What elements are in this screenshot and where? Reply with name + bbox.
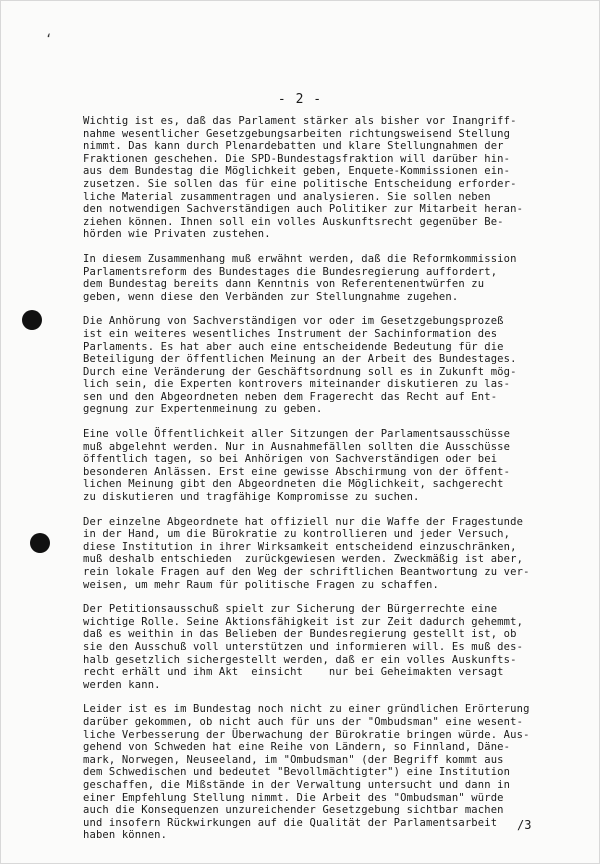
paragraph-parliament-role: Wichtig ist es, daß das Parlament stärker als bisher vor Inangriff- nahme wesentlicher Gesetzgebungsarbeiten richtungsweisend Stellung nimmt. Das kann durch Plenardebatten und klare Stellungnahmen der Fraktionen geschehen. Die SPD-Bundestagsfraktion will darüber hin- aus dem Bundestag die Möglichkeit geben, Enquete-Kommissionen ein- zusetzen. Sie sollen das für eine politische Entscheidung erforder- liche Material zusammentragen und analysieren. Sie sollen neben den notwendigen Sachverständigen auch Politiker zur Mitarbeit heran- ziehen können. Ihnen soll ein volles Auskunftsrecht gegenüber Be- hörden wie Privaten zustehen. — [83, 115, 524, 241]
page-number: - 2 - — [277, 92, 323, 107]
continuation-marker: /3 — [517, 818, 532, 832]
corner-mark: ‘ — [45, 32, 53, 46]
paragraph-reform-commission: In diesem Zusammenhang muß erwähnt werden, daß die Reformkommission Parlamentsreform des Bundestages die Bundesregierung auffordert, dem Bundestag bereits dann Kenntnis von Referentenentwürfen zu geben, wenn diese den Verbänden zur Stellungnahme zugehen. — [83, 252, 517, 303]
punch-hole-top — [22, 310, 42, 330]
paragraph-expert-hearing: Die Anhörung von Sachverständigen vor oder im Gesetzgebungsprozeß ist ein weiteres wesentliches Instrument der Sachinformation des Parlaments. Es hat aber auch eine entscheidende Bedeutung für die Beteiligung der öffentlichen Meinung an der Arbeit des Bundestages. Durch eine Veränderung der Geschäftsordnung soll es in Zukunft mög- lich sein, die Experten kontrovers miteinander diskutieren zu las- sen und den Abgeordneten neben dem Fragerecht das Recht auf Ent- gegnung zur Expertenmeinung zu geben. — [83, 315, 517, 416]
paragraph-committee-publicity: Eine volle Öffentlichkeit aller Sitzungen der Parlamentsausschüsse muß abgelehnt werden. Nur in Ausnahmefällen sollten die Ausschüsse öffentlich tagen, so bei Anhörigen von Sachverständigen oder bei besonderen Anlässen. Erst eine gewisse Abschirmung von der öffent- lichen Meinung gibt den Abgeordneten die Möglichkeit, sachgerecht zu diskutieren und tragfähige Kompromisse zu suchen. — [83, 428, 511, 504]
punch-hole-bottom — [30, 533, 50, 553]
paragraph-petitions-committee: Der Petitionsausschuß spielt zur Sicherung der Bürgerrechte eine wichtige Rolle. Seine Aktionsfähigkeit ist zur Zeit dadurch gehemmt, daß es weithin in das Belieben der Bundesregierung gestellt ist, ob sie den Ausschuß voll unterstützen und informieren will. Es muß des- halb gesetzlich sichergestellt werden, daß er ein volles Auskunfts- recht erhält und ihm Akt einsicht nur bei Geheimakten versagt werden kann. — [83, 603, 524, 691]
paragraph-question-time: Der einzelne Abgeordnete hat offiziell nur die Waffe der Fragestunde in der Hand, um die Bürokratie zu kontrollieren und jeder Versuch, diese Institution in ihrer Wirksamkeit entscheidend einzuschränken, muß deshalb entschieden zurückgewiesen werden. Zweckmäßig ist aber, rein lokale Fragen auf den Weg der schriftlichen Beantwortung zu ver- weisen, um mehr Raum für politische Fragen zu schaffen. — [83, 515, 530, 591]
document-body — [83, 115, 558, 854]
paragraph-ombudsman: Leider ist es im Bundestag noch nicht zu einer gründlichen Erörterung darüber gekommen, ob nicht auch für uns der "Ombudsman" eine wesent- liche Verbesserung der Überwachung der Bürokratie bringen würde. Aus- gehend von Schweden hat eine Reihe von Ländern, so Finnland, Däne- mark, Norwegen, Neuseeland, im "Ombudsman" (der Begriff kommt aus dem Schwedischen und bedeutet "Bevollmächtigter") eine Institution geschaffen, die Mißstände in der Verwaltung untersucht und dann in einer Empfehlung Stellung nimmt. Die Arbeit des "Ombudsman" würde auch die Konsequenzen unzureichender Gesetzgebung sichtbar machen und insofern Rückwirkungen auf die Qualität der Parlamentsarbeit haben können. — [83, 703, 530, 842]
